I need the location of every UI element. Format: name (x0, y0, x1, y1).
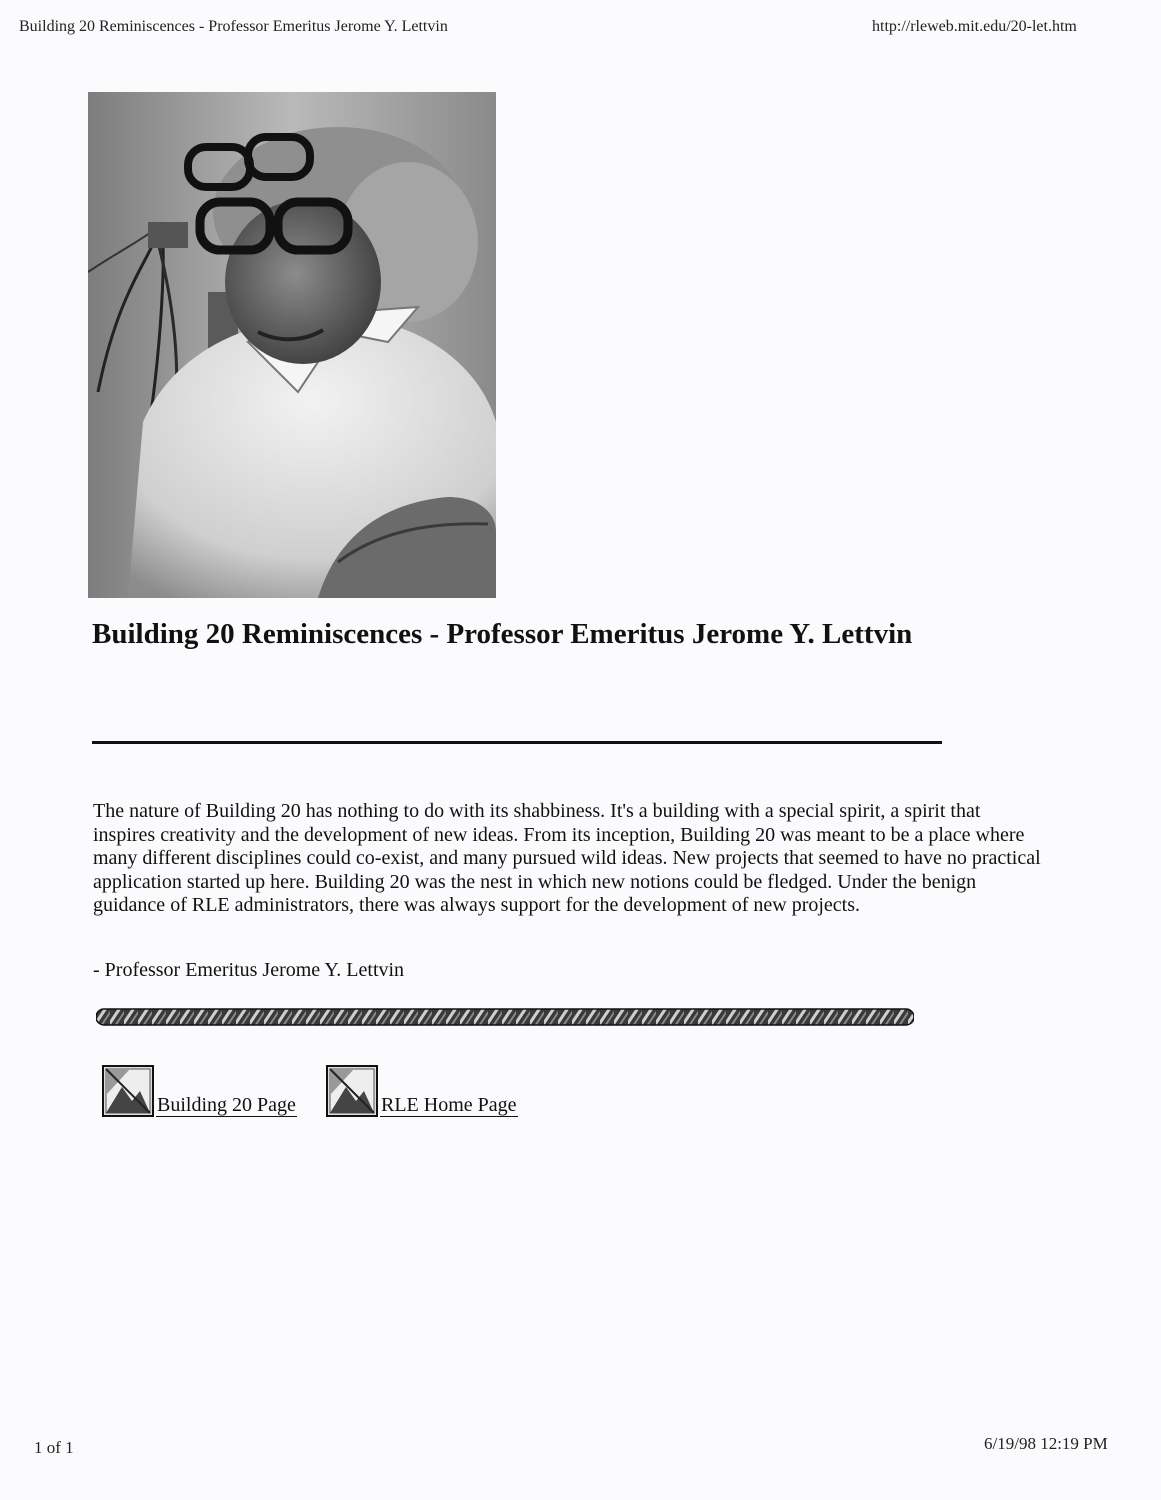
title-divider (92, 741, 942, 744)
quote-attribution: - Professor Emeritus Jerome Y. Lettvin (93, 959, 405, 981)
portrait-photo (88, 92, 496, 598)
quote-paragraph: The nature of Building 20 has nothing to do with its shabbiness. It's a building with a special spirit, a spirit that inspires creativity and the development of new ideas. From its inception, Building 20 was meant to be a place where many different disciplines could co-exist, and many pursued wild ideas. New projects that seemed to have no practical application started up here. Building 20 was the nest in which new notions could be fledged. Under the benign guidance of RLE administrators, there was always support for the development of new projects. (93, 800, 1041, 916)
rle-home-page-link[interactable] (326, 1065, 518, 1117)
building-20-page-link[interactable] (102, 1065, 297, 1117)
print-header-url: http://rleweb.mit.edu/20-let.htm (872, 18, 1077, 35)
building-20-page-label: Building 20 Page (157, 1094, 296, 1116)
rope-divider (96, 1008, 914, 1026)
rle-home-page-label: RLE Home Page (381, 1094, 517, 1116)
print-header-title: Building 20 Reminiscences - Professor Emeritus Jerome Y. Lettvin (19, 18, 448, 35)
print-footer-datetime: 6/19/98 12:19 PM (984, 1434, 1108, 1453)
page-title: Building 20 Reminiscences - Professor Emeritus Jerome Y. Lettvin (92, 618, 913, 650)
print-footer-page-count: 1 of 1 (34, 1438, 74, 1457)
broken-image-icon (102, 1065, 154, 1117)
broken-image-icon (326, 1065, 378, 1117)
